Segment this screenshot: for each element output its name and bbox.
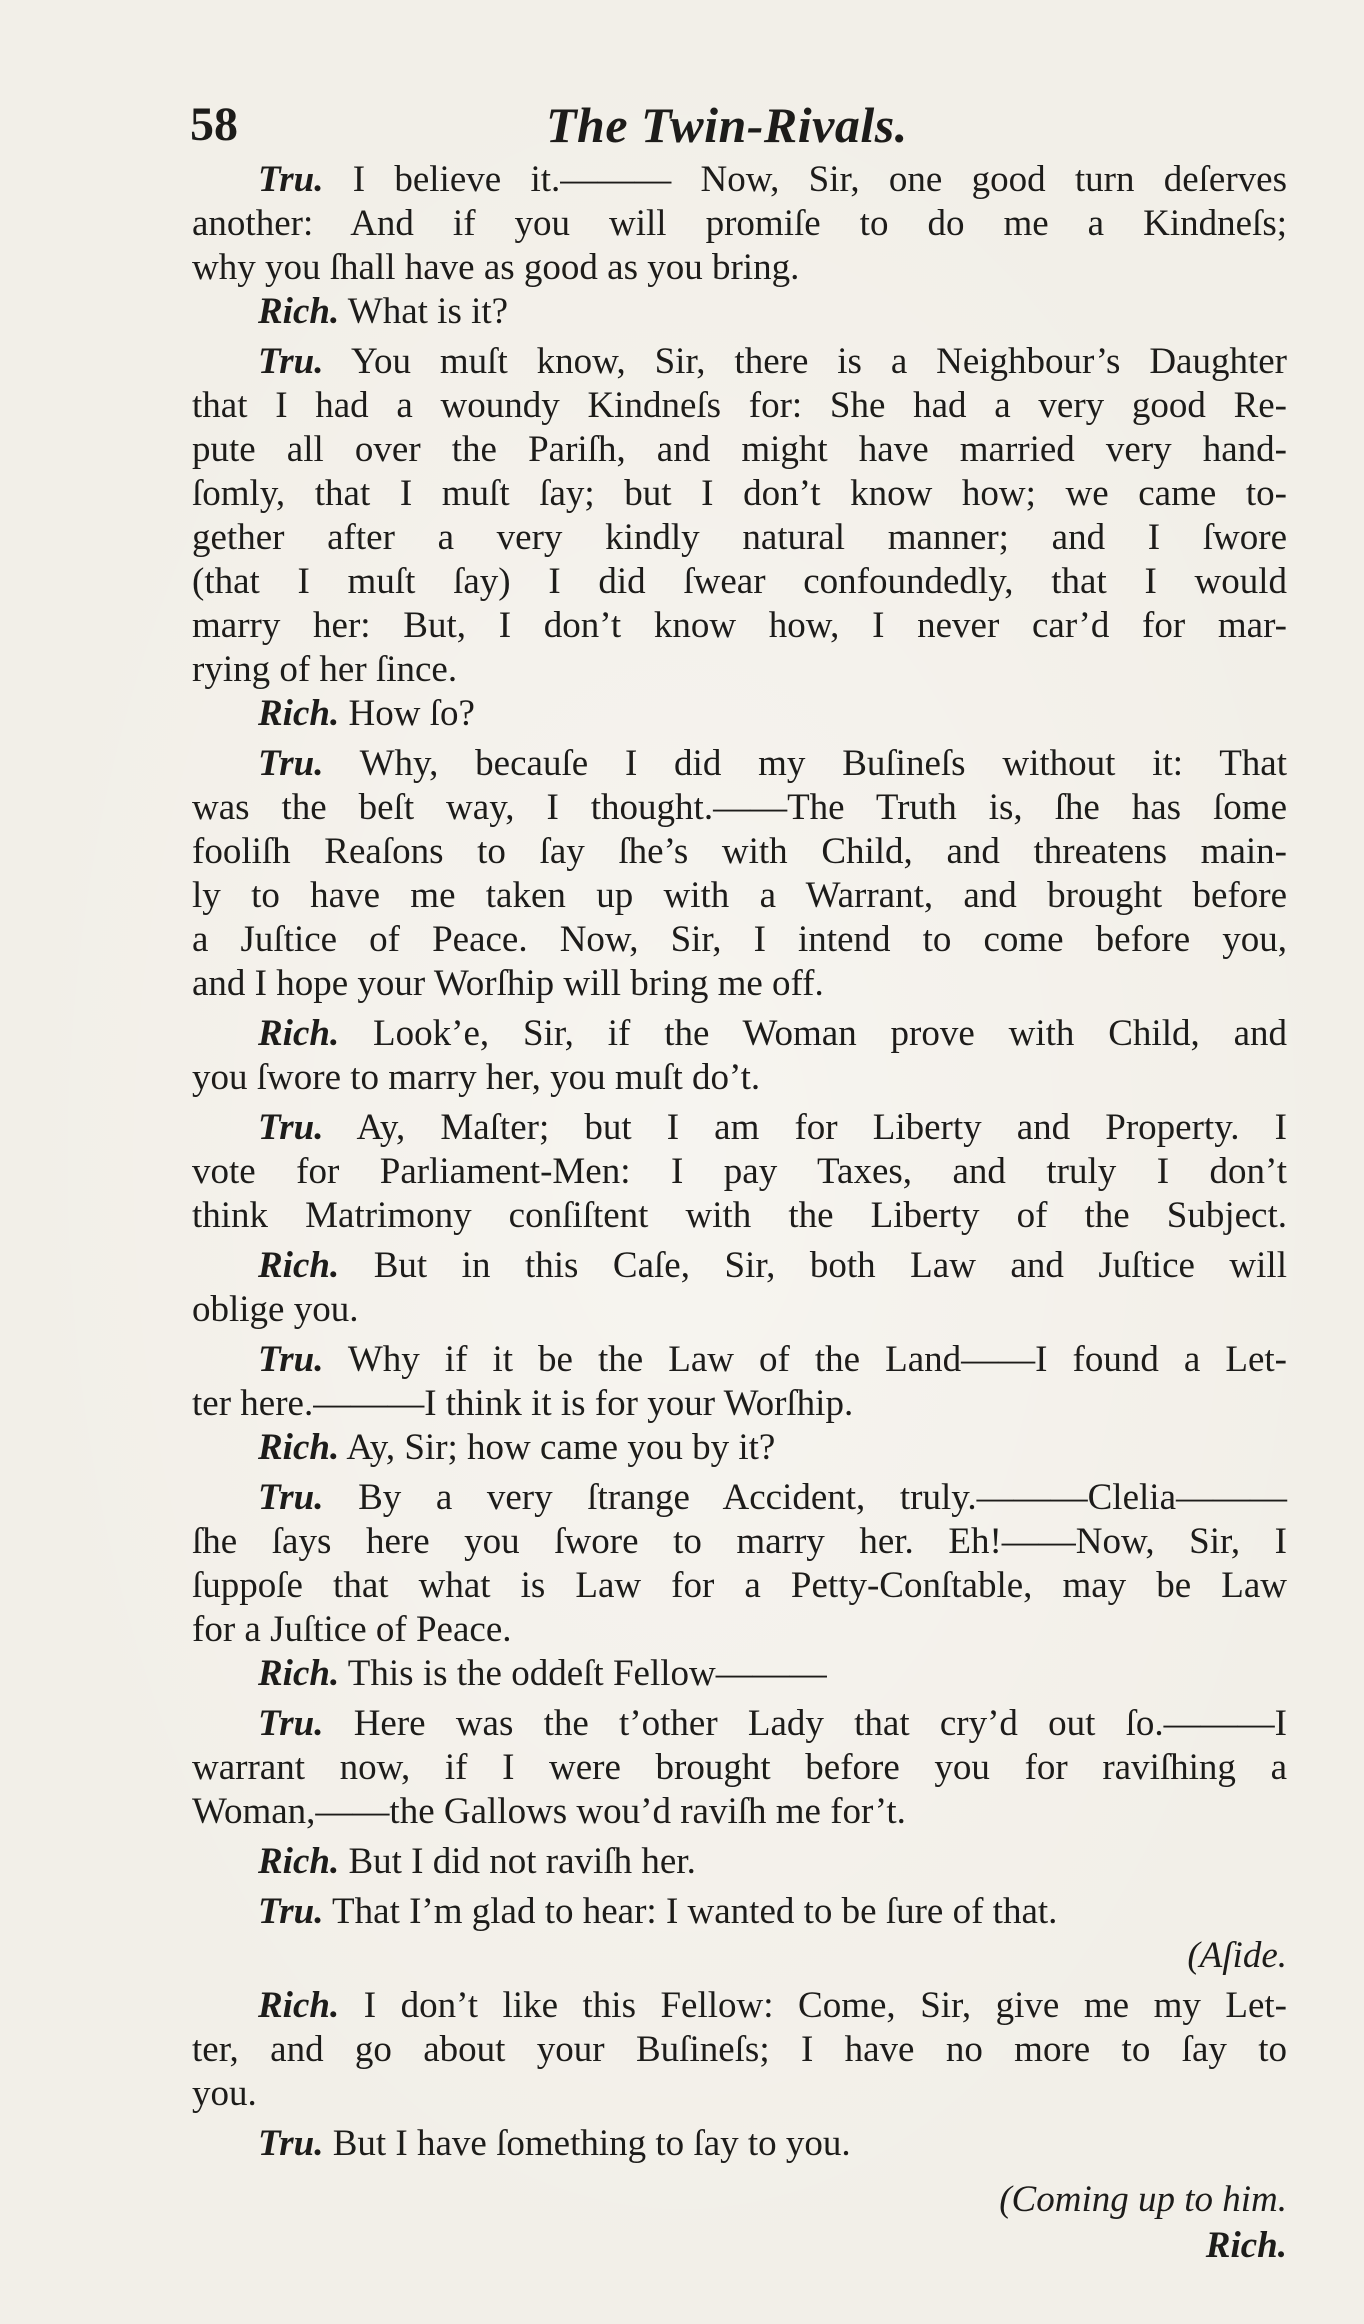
page-header (190, 95, 1240, 155)
line-text: a Juſtice of Peace. Now, Sir, I intend to come before you, (192, 919, 1287, 960)
text-line (192, 873, 1287, 918)
speaker-name: Tru. (258, 1477, 324, 1518)
text-line (192, 603, 1287, 648)
line-text: another: And if you will promiſe to do me a Kindneſs; (192, 203, 1287, 244)
text-line (192, 201, 1287, 246)
text-line (192, 1055, 1287, 1100)
text-line (192, 961, 1287, 1006)
text-line (258, 1701, 1287, 1746)
speaker-name: Tru. (258, 743, 324, 784)
line-text: pute all over the Pariſh, and might have married very hand- (192, 429, 1287, 470)
text-line (192, 1745, 1287, 1790)
line-text: How ſo? (339, 693, 475, 734)
line-text: you. (192, 2073, 257, 2114)
text-line (258, 1475, 1287, 1520)
line-text: You muſt know, Sir, there is a Neighbour’s Daughter (323, 341, 1287, 382)
line-text: Ay, Sir; how came you by it? (339, 1427, 776, 1468)
text-line (192, 1193, 1287, 1238)
text-line (258, 691, 1287, 736)
text-line (192, 1287, 1287, 1332)
line-text: oblige you. (192, 1289, 359, 1330)
speaker-name: Rich. (258, 1841, 340, 1882)
text-line (192, 1607, 1287, 1652)
line-text: ter, and go about your Buſineſs; I have no more to ſay to (192, 2029, 1287, 2070)
line-text: think Matrimony conſiſtent with the Liberty of the Subject. (192, 1195, 1287, 1236)
line-text: ter here.———I think it is for your Worſhip. (192, 1383, 854, 1424)
text-line (192, 2027, 1287, 2072)
line-text: why you ſhall have as good as you bring. (192, 247, 800, 288)
line-text: I believe it.——— Now, Sir, one good turn deſerves (323, 159, 1287, 200)
text-line (192, 2071, 1287, 2116)
line-text: rying of her ſince. (192, 649, 458, 690)
speaker-name: Rich. (258, 693, 340, 734)
line-text: and I hope your Worſhip will bring me off. (192, 963, 824, 1004)
speaker-name: Tru. (258, 2123, 324, 2164)
text-line (192, 785, 1287, 830)
text-line (192, 829, 1287, 874)
speaker-name: Rich. (258, 1985, 340, 2026)
speaker-name: Tru. (258, 1339, 324, 1380)
text-line (192, 471, 1287, 516)
line-text: Here was the t’other Lady that cry’d out ſo.———I (323, 1703, 1287, 1744)
line-text: Ay, Maſter; but I am for Liberty and Property. I (323, 1107, 1287, 1148)
line-text: vote for Parliament-Men: I pay Taxes, and truly I don’t (192, 1151, 1287, 1192)
text-line (258, 1889, 1287, 1934)
text-line (258, 289, 1287, 334)
text-line (192, 515, 1287, 560)
line-text: That I’m glad to hear: I wanted to be ſure of that. (323, 1891, 1058, 1932)
line-text: (Coming up to him. (999, 2179, 1287, 2220)
speaker-name: Tru. (258, 1107, 324, 1148)
line-text: ly to have me taken up with a Warrant, and brought before (192, 875, 1287, 916)
running-title: The Twin-Rivals. (546, 97, 908, 153)
line-text: ſhe ſays here you ſwore to marry her. Eh!——Now, Sir, I (192, 1521, 1287, 1562)
line-text: ſuppoſe that what is Law for a Petty-Conſtable, may be Law (192, 1565, 1287, 1606)
line-text: (Aſide. (1187, 1935, 1287, 1976)
text-line (192, 1563, 1287, 1608)
line-text: fooliſh Reaſons to ſay ſhe’s with Child, and threatens main- (192, 831, 1287, 872)
text-line (258, 1983, 1287, 2028)
text-line (258, 339, 1287, 384)
stage-direction (192, 1933, 1287, 1978)
speaker-name: Tru. (258, 1891, 324, 1932)
line-text: But I have ſomething to ſay to you. (323, 2123, 851, 2164)
text-line (258, 1425, 1287, 1470)
line-text: (that I muſt ſay) I did ſwear confoundedly, that I would (192, 561, 1287, 602)
text-line (192, 427, 1287, 472)
line-text: that I had a woundy Kindneſs for: She had a very good Re- (192, 385, 1287, 426)
text-line (258, 1243, 1287, 1288)
text-line (192, 1789, 1287, 1834)
line-text: By a very ſtrange Accident, truly.———Clelia——— (323, 1477, 1287, 1518)
line-text: Woman,——the Gallows wou’d raviſh me for’t. (192, 1791, 906, 1832)
line-text: But in this Caſe, Sir, both Law and Juſtice will (339, 1245, 1287, 1286)
line-text: This is the oddeſt Fellow——— (339, 1653, 827, 1694)
line-text: gether after a very kindly natural manner; and I ſwore (192, 517, 1287, 558)
line-text: you ſwore to marry her, you muſt do’t. (192, 1057, 761, 1098)
speaker-name: Rich. (258, 1013, 340, 1054)
speaker-name: Tru. (258, 341, 324, 382)
speaker-name: Rich. (258, 291, 340, 332)
page-number: 58 (190, 98, 238, 151)
text-line (192, 1149, 1287, 1194)
text-line (258, 1011, 1287, 1056)
line-text: was the beſt way, I thought.——The Truth is, ſhe has ſome (192, 787, 1287, 828)
text-line (258, 1105, 1287, 1150)
speaker-name: Rich. (258, 1653, 340, 1694)
stage-direction (192, 2177, 1287, 2222)
text-line (192, 559, 1287, 604)
text-line (258, 157, 1287, 202)
line-text: Why if it be the Law of the Land——I found a Let- (323, 1339, 1287, 1380)
line-text: But I did not raviſh her. (339, 1841, 696, 1882)
speaker-name: Tru. (258, 1703, 324, 1744)
text-line (258, 1651, 1287, 1696)
line-text: Look’e, Sir, if the Woman prove with Child, and (339, 1013, 1287, 1054)
text-line (192, 647, 1287, 692)
speaker-name: Tru. (258, 159, 324, 200)
text-line (258, 2121, 1287, 2166)
text-line (192, 383, 1287, 428)
text-line (192, 245, 1287, 290)
line-text: for a Juſtice of Peace. (192, 1609, 512, 1650)
line-text: warrant now, if I were brought before you for raviſhing a (192, 1747, 1287, 1788)
text-line (258, 1839, 1287, 1884)
catchword: Rich. (1205, 2225, 1287, 2266)
line-text: ſomly, that I muſt ſay; but I don’t know how; we came to- (192, 473, 1287, 514)
text-line (192, 1519, 1287, 1564)
line-text: marry her: But, I don’t know how, I never car’d for mar- (192, 605, 1287, 646)
line-text: Why, becauſe I did my Buſineſs without it: That (323, 743, 1287, 784)
text-line (258, 1337, 1287, 1382)
text-line (192, 917, 1287, 962)
line-text: I don’t like this Fellow: Come, Sir, give me my Let- (339, 1985, 1287, 2026)
speaker-name: Rich. (258, 1427, 340, 1468)
speaker-name: Rich. (258, 1245, 340, 1286)
line-text: What is it? (339, 291, 509, 332)
text-line (192, 1381, 1287, 1426)
text-line (258, 741, 1287, 786)
